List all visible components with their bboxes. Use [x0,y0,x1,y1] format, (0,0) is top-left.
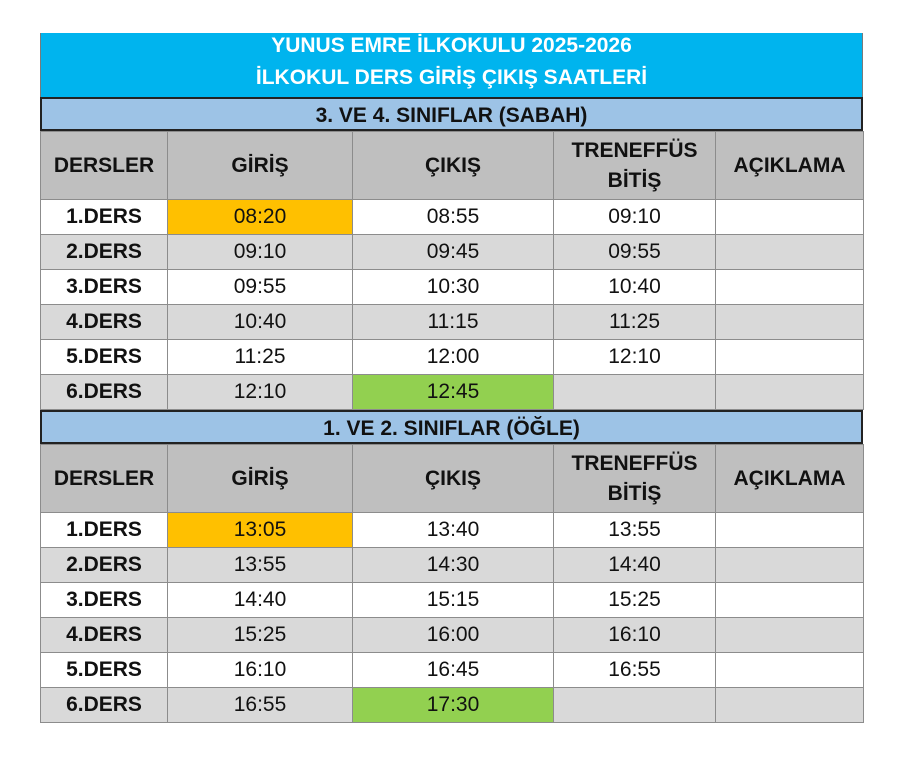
bitis-cell [554,375,716,410]
header-dersler: DERSLER [41,445,168,513]
schedule-title: İLKOKUL DERS GİRİŞ ÇIKIŞ SAATLERİ [255,66,648,89]
cikis-cell: 12:00 [353,340,554,375]
ders-cell: 3.DERS [41,270,168,305]
aciklama-cell [716,618,864,653]
schedule-table [40,444,864,723]
aciklama-cell [716,340,864,375]
cikis-cell: 14:30 [353,548,554,583]
giris-cell: 08:20 [168,200,353,235]
bitis-cell: 09:10 [554,200,716,235]
ders-cell: 1.DERS [41,200,168,235]
table-row [41,375,864,410]
giris-cell: 11:25 [168,340,353,375]
schedule-sheet [40,33,863,723]
aciklama-cell [716,513,864,548]
bitis-cell: 13:55 [554,513,716,548]
schedule-table [40,131,864,410]
ders-cell: 6.DERS [41,688,168,723]
aciklama-cell [716,583,864,618]
bitis-cell: 16:55 [554,653,716,688]
header-teneffus-bitis [554,132,716,200]
school-title: YUNUS EMRE İLKOKULU 2025-2026 [271,34,632,57]
sections-container [40,97,863,723]
header-aciklama: AÇIKLAMA [716,132,864,200]
section-title: 3. VE 4. SINIFLAR (SABAH) [40,97,863,131]
cikis-cell: 11:15 [353,305,554,340]
giris-cell: 09:55 [168,270,353,305]
cikis-cell: 16:00 [353,618,554,653]
bitis-cell: 12:10 [554,340,716,375]
table-row [41,618,864,653]
ders-cell: 2.DERS [41,235,168,270]
header-dersler: DERSLER [41,132,168,200]
table-row [41,235,864,270]
table-row [41,270,864,305]
giris-cell: 16:55 [168,688,353,723]
aciklama-cell [716,375,864,410]
header-aciklama: AÇIKLAMA [716,445,864,513]
table-row [41,653,864,688]
table-row [41,583,864,618]
cikis-cell: 08:55 [353,200,554,235]
header-bitis-line2: BİTİŞ [607,481,662,505]
aciklama-cell [716,548,864,583]
ders-cell: 3.DERS [41,583,168,618]
bitis-cell: 11:25 [554,305,716,340]
table-row [41,340,864,375]
ders-cell: 5.DERS [41,653,168,688]
bitis-cell: 15:25 [554,583,716,618]
cikis-cell: 10:30 [353,270,554,305]
table-row [41,200,864,235]
table-row [41,305,864,340]
ders-cell: 6.DERS [41,375,168,410]
cikis-cell: 13:40 [353,513,554,548]
giris-cell: 16:10 [168,653,353,688]
header-teneffus-bitis [554,445,716,513]
table-row [41,513,864,548]
ders-cell: 1.DERS [41,513,168,548]
giris-cell: 12:10 [168,375,353,410]
aciklama-cell [716,235,864,270]
aciklama-cell [716,270,864,305]
ders-cell: 4.DERS [41,305,168,340]
header-row [41,445,864,513]
aciklama-cell [716,305,864,340]
ders-cell: 5.DERS [41,340,168,375]
giris-cell: 14:40 [168,583,353,618]
giris-cell: 13:05 [168,513,353,548]
cikis-cell: 12:45 [353,375,554,410]
bitis-cell [554,688,716,723]
table-row [41,548,864,583]
header-teneffus-line1: TRENEFFÜS [571,138,698,162]
giris-cell: 13:55 [168,548,353,583]
cikis-cell: 17:30 [353,688,554,723]
ders-cell: 4.DERS [41,618,168,653]
bitis-cell: 14:40 [554,548,716,583]
ders-cell: 2.DERS [41,548,168,583]
aciklama-cell [716,200,864,235]
bitis-cell: 10:40 [554,270,716,305]
section-title: 1. VE 2. SINIFLAR (ÖĞLE) [40,410,863,444]
header-giris: GİRİŞ [168,132,353,200]
aciklama-cell [716,653,864,688]
table-row [41,688,864,723]
aciklama-cell [716,688,864,723]
bitis-cell: 16:10 [554,618,716,653]
cikis-cell: 09:45 [353,235,554,270]
cikis-cell: 16:45 [353,653,554,688]
header-bitis-line2: BİTİŞ [607,168,662,192]
bitis-cell: 09:55 [554,235,716,270]
giris-cell: 09:10 [168,235,353,270]
header-giris: GİRİŞ [168,445,353,513]
header-row [41,132,864,200]
title-banner [40,33,863,97]
header-teneffus-line1: TRENEFFÜS [571,451,698,475]
header-cikis: ÇIKIŞ [353,132,554,200]
giris-cell: 15:25 [168,618,353,653]
giris-cell: 10:40 [168,305,353,340]
header-cikis: ÇIKIŞ [353,445,554,513]
cikis-cell: 15:15 [353,583,554,618]
